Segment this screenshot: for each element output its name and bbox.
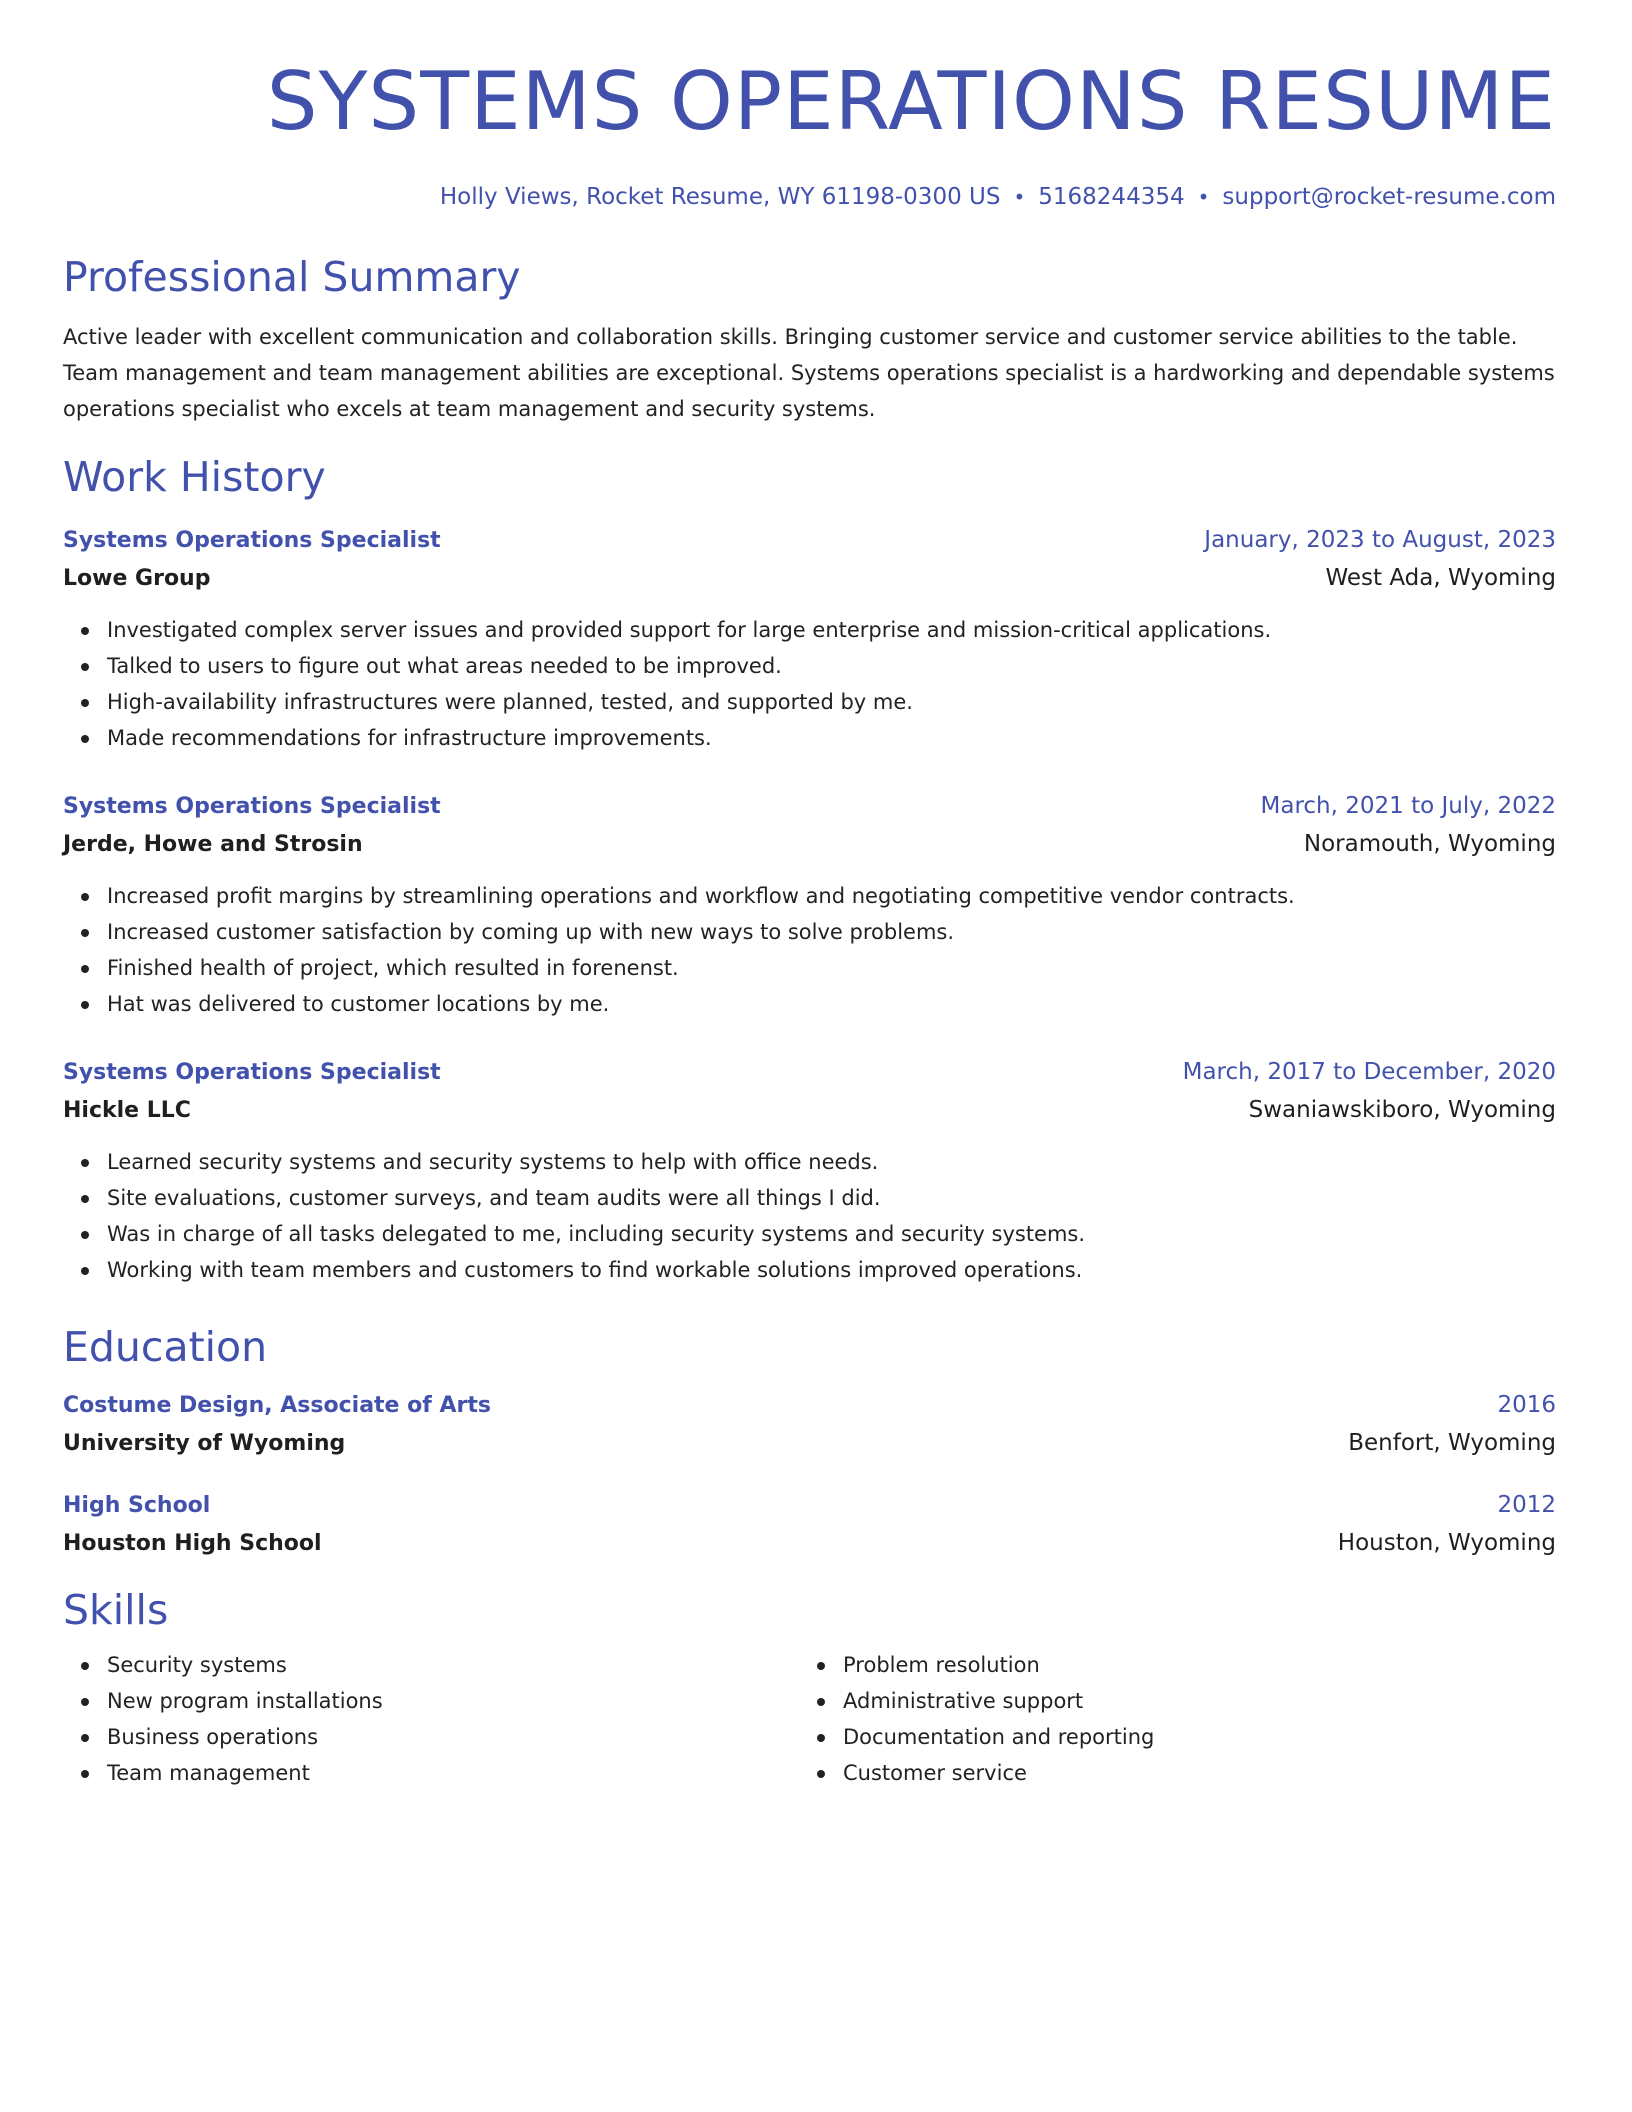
- degree-title: Costume Design, Associate of Arts: [63, 1393, 491, 1418]
- work-entry: [63, 1054, 1556, 1288]
- school-location: Benfort, Wyoming: [1348, 1430, 1556, 1456]
- skills-list: [63, 1647, 1556, 1791]
- education-entry: [63, 1487, 1556, 1563]
- contact-phone[interactable]: 5168244354: [1038, 184, 1185, 210]
- skill-item: Documentation and reporting: [843, 1719, 1535, 1755]
- contact-address: Holly Views, Rocket Resume, WY 61198-0300 US: [439, 184, 1001, 210]
- education-year: 2012: [1497, 1492, 1556, 1518]
- job-bullet: Site evaluations, customer surveys, and team audits were all things I did.: [107, 1180, 1556, 1216]
- degree-title: High School: [63, 1493, 211, 1518]
- job-title: Systems Operations Specialist: [63, 528, 441, 553]
- job-dates: March, 2017 to December, 2020: [1182, 1059, 1556, 1085]
- job-bullet: High-availability infrastructures were planned, tested, and supported by me.: [107, 684, 1556, 720]
- job-company: Lowe Group: [63, 566, 211, 591]
- job-bullet: Increased customer satisfaction by coming up with new ways to solve problems.: [107, 914, 1556, 950]
- job-bullet: Working with team members and customers to find workable solutions improved operations.: [107, 1252, 1556, 1288]
- work-entry: [63, 788, 1556, 1022]
- job-company: Jerde, Howe and Strosin: [63, 832, 363, 857]
- job-bullet: Hat was delivered to customer locations by me.: [107, 986, 1556, 1022]
- work-entry: [63, 522, 1556, 756]
- resume-page: [63, 0, 1556, 1791]
- job-company: Hickle LLC: [63, 1098, 191, 1123]
- skill-item: Security systems: [107, 1647, 799, 1683]
- job-bullet: Increased profit margins by streamlining operations and workflow and negotiating competitive vendor contracts.: [107, 878, 1556, 914]
- education-year: 2016: [1497, 1392, 1556, 1418]
- skills-column-right: [799, 1647, 1535, 1791]
- contact-separator: •: [1197, 185, 1210, 209]
- job-bullet: Finished health of project, which resulted in forenenst.: [107, 950, 1556, 986]
- school-name: Houston High School: [63, 1531, 322, 1556]
- job-title: Systems Operations Specialist: [63, 794, 441, 819]
- job-bullets: [63, 1144, 1556, 1288]
- summary-heading: Professional Summary: [63, 253, 521, 301]
- job-bullet: Investigated complex server issues and provided support for large enterprise and mission-critical applications.: [107, 612, 1556, 648]
- job-location: Swaniawskiboro, Wyoming: [1248, 1097, 1556, 1123]
- education-heading: Education: [63, 1323, 268, 1371]
- skill-item: Team management: [107, 1755, 799, 1791]
- job-location: Noramouth, Wyoming: [1303, 831, 1556, 857]
- education-entry: [63, 1387, 1556, 1463]
- job-bullets: [63, 878, 1556, 1022]
- summary-text: Active leader with excellent communication and collaboration skills. Bringing customer service and customer service abilities to the table. Team management and team management abilities are exceptional. Systems operations specialist is a hardworking and dependable systems operations specialist who excels at team management and security systems.: [63, 325, 1555, 421]
- skill-item: New program installations: [107, 1683, 799, 1719]
- skills-heading: Skills: [63, 1586, 169, 1634]
- job-dates: March, 2021 to July, 2022: [1260, 793, 1556, 819]
- contact-email[interactable]: support@rocket-resume.com: [1222, 184, 1556, 210]
- skill-item: Problem resolution: [843, 1647, 1535, 1683]
- job-dates: January, 2023 to August, 2023: [1204, 527, 1556, 553]
- job-bullet: Was in charge of all tasks delegated to me, including security systems and security systems.: [107, 1216, 1556, 1252]
- work-history-heading: Work History: [63, 453, 326, 501]
- school-name: University of Wyoming: [63, 1431, 346, 1456]
- resume-title: SYSTEMS OPERATIONS RESUME: [266, 55, 1556, 148]
- skill-item: Business operations: [107, 1719, 799, 1755]
- skill-item: Customer service: [843, 1755, 1535, 1791]
- contact-line: [63, 180, 1556, 214]
- skill-item: Administrative support: [843, 1683, 1535, 1719]
- job-bullet: Talked to users to figure out what areas needed to be improved.: [107, 648, 1556, 684]
- job-bullet: Learned security systems and security systems to help with office needs.: [107, 1144, 1556, 1180]
- job-bullet: Made recommendations for infrastructure improvements.: [107, 720, 1556, 756]
- job-title: Systems Operations Specialist: [63, 1060, 441, 1085]
- contact-separator: •: [1013, 185, 1026, 209]
- job-location: West Ada, Wyoming: [1325, 565, 1556, 591]
- job-bullets: [63, 612, 1556, 756]
- school-location: Houston, Wyoming: [1337, 1530, 1556, 1556]
- skills-column-left: [63, 1647, 799, 1791]
